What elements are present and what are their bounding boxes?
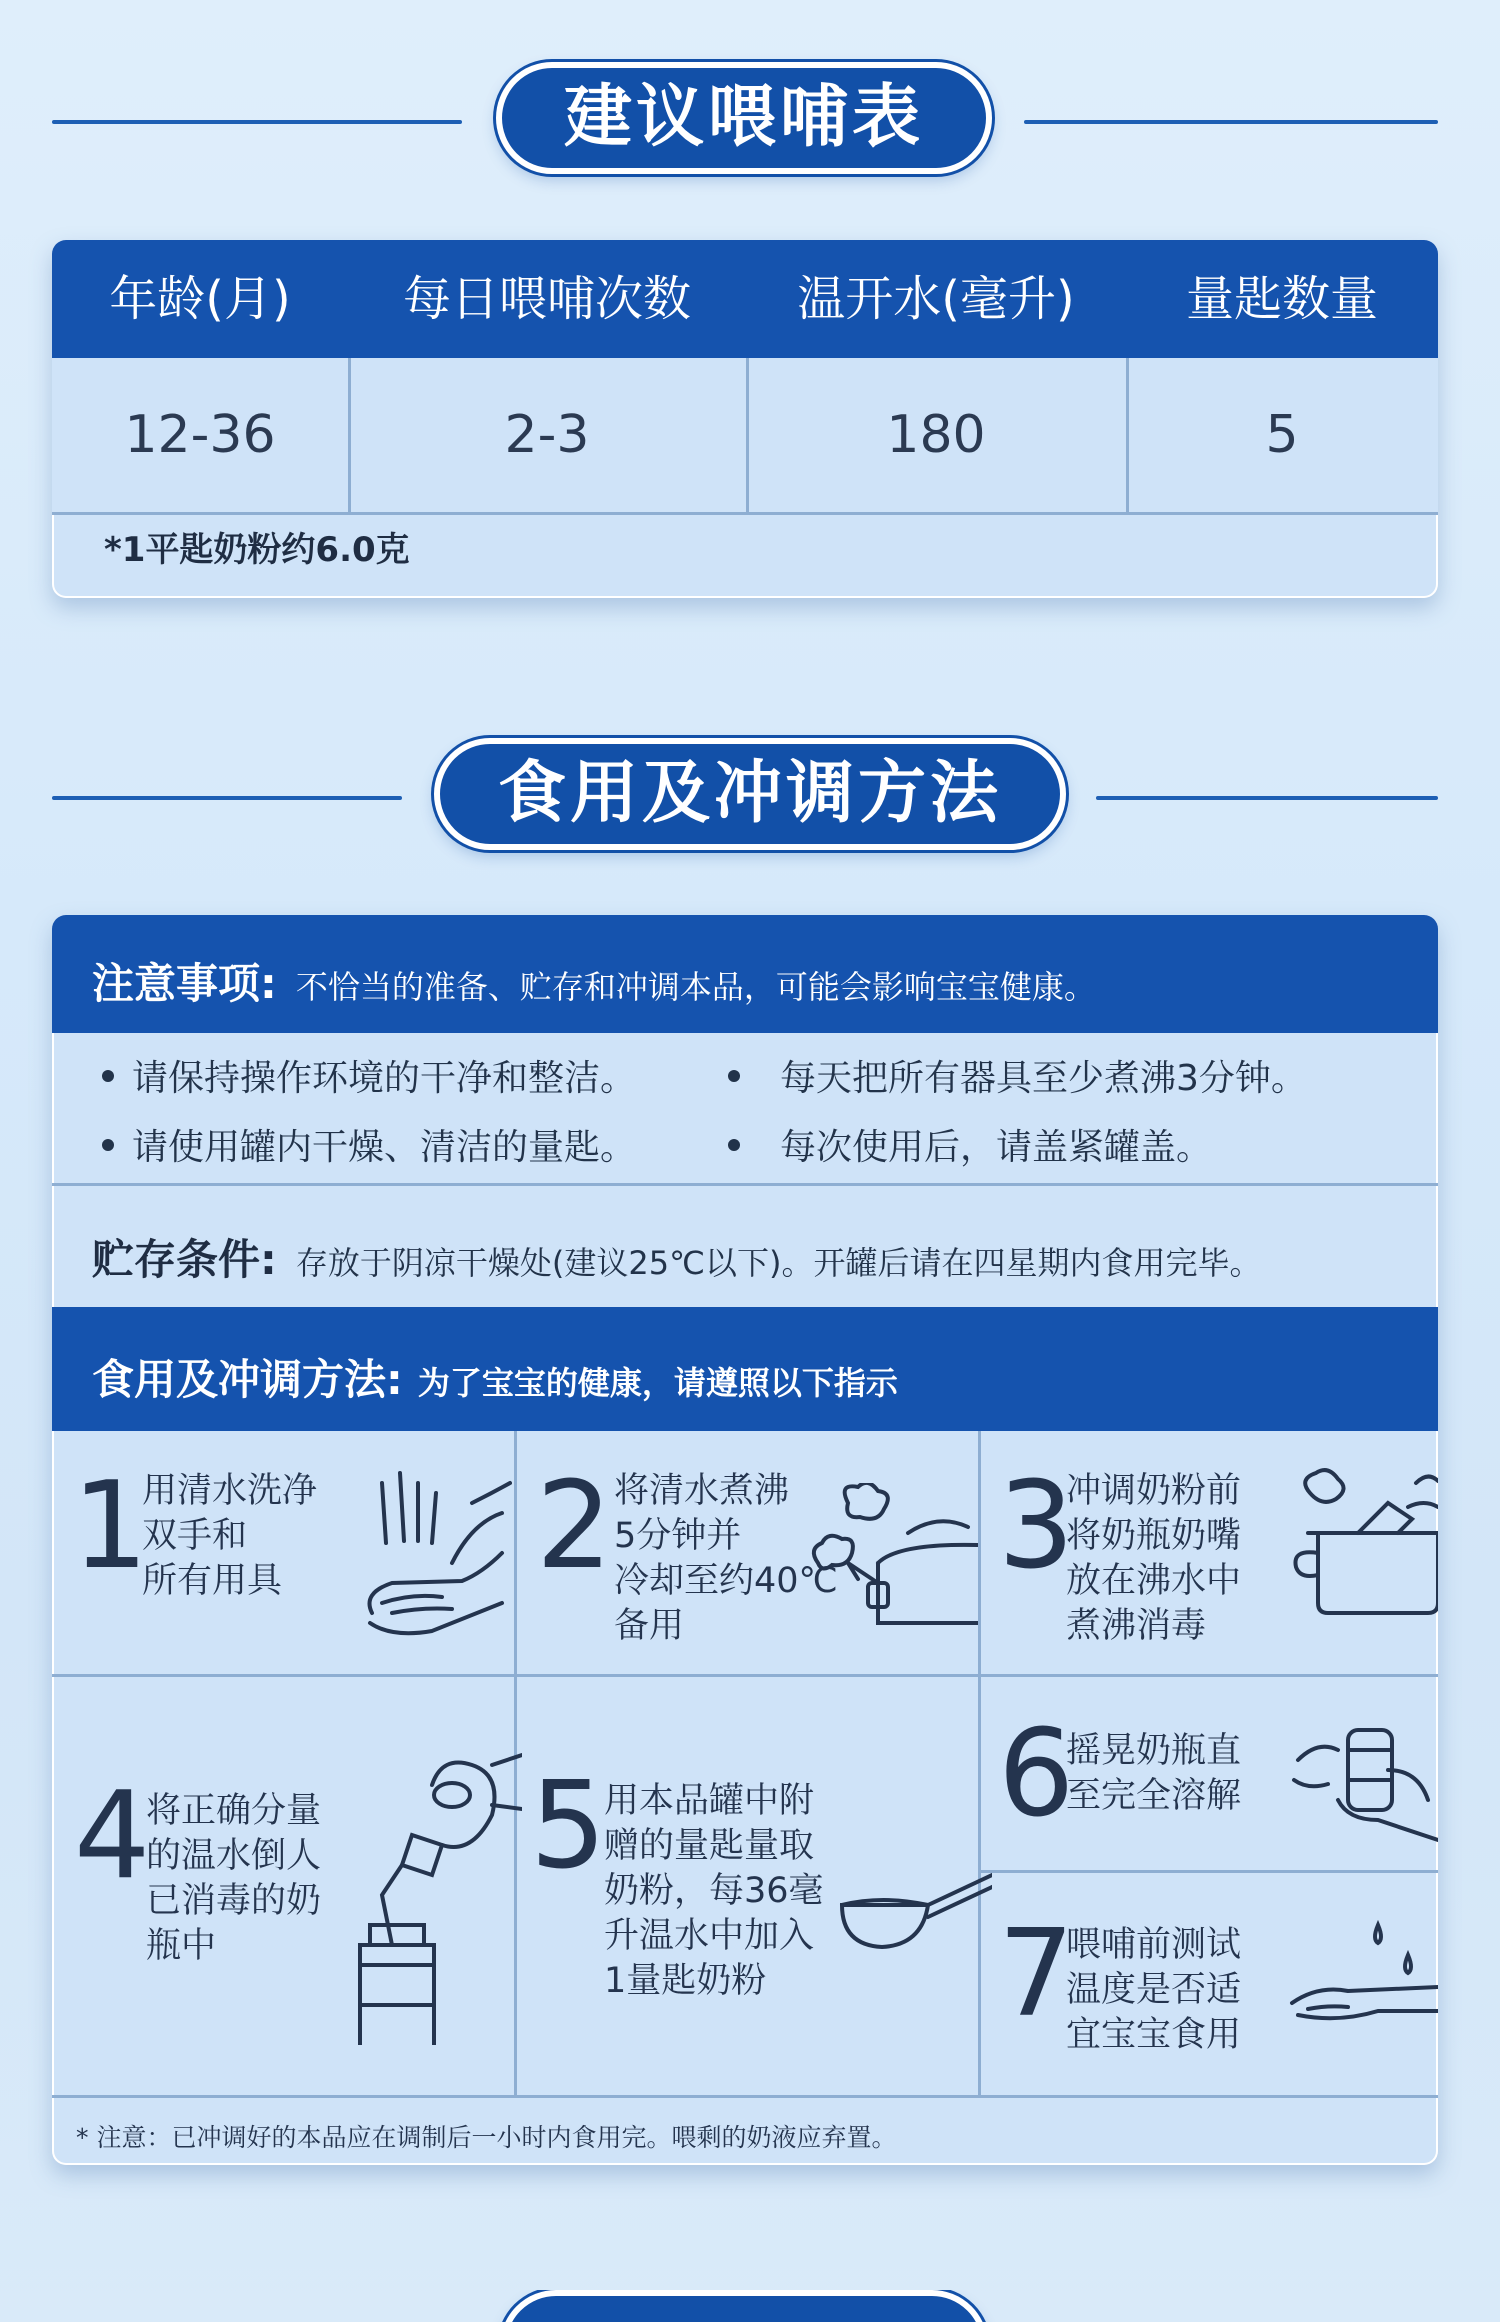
header-scoops: 量匙数量 (1185, 271, 1378, 327)
grid-line (52, 1674, 1438, 1677)
step-number: 6 (998, 1705, 1075, 1844)
method-text: 为了宝宝的健康，请遵照以下指示 (417, 1364, 898, 1402)
section-title-feeding (0, 62, 1500, 182)
caution-bullet (728, 1119, 1212, 1170)
step-number: 7 (998, 1905, 1075, 2044)
table-row (52, 358, 1438, 515)
cell-water: 180 (886, 405, 986, 465)
scoop-note: *1平匙奶粉约6.0克 (104, 530, 410, 570)
caution-bullet (102, 1050, 636, 1101)
cell-times: 2-3 (504, 405, 590, 465)
grid-line (978, 1870, 1438, 1873)
step-text: 用本品罐中附 赠的量匙量取 奶粉，每36毫 升温水中加入 1量匙奶粉 (604, 1781, 824, 2001)
method-card (52, 915, 1438, 2165)
cell-age: 12-36 (124, 405, 276, 465)
caution-bullet (102, 1119, 636, 1170)
method-label: 食用及冲调方法: (92, 1355, 403, 1404)
method-band (52, 1307, 1438, 1431)
caution-band (52, 915, 1438, 1033)
title-line-left (52, 120, 462, 124)
next-section-title (0, 2290, 1500, 2322)
step-text: 喂哺前测试 温度是否适 宜宝宝食用 (1066, 1925, 1242, 2055)
step-text: 摇晃奶瓶直 至完全溶解 (1066, 1731, 1242, 1816)
caution-label: 注意事项: (92, 959, 277, 1008)
section-title-method (0, 738, 1500, 858)
caution-bullet (728, 1050, 1307, 1101)
next-title-pill (500, 2290, 988, 2322)
shake-bottle-icon (1288, 1720, 1438, 1850)
step-text: 将清水煮沸 5分钟并 冷却至约40℃ 备用 (614, 1471, 838, 1646)
table-divider (746, 358, 749, 512)
bullet-text: 请使用罐内干燥、清洁的量匙。 (132, 1127, 637, 1168)
pot-icon (1288, 1463, 1438, 1633)
bullet-dot (728, 1139, 740, 1151)
grid-line (978, 1431, 981, 2095)
step-number: 5 (530, 1757, 607, 1896)
title-line-left (52, 796, 402, 800)
divider (52, 1183, 1438, 1186)
step-text: 用清水洗净 双手和 所有用具 (142, 1471, 318, 1601)
pour-bottle-icon (342, 1745, 522, 2045)
storage-text: 存放于阴凉干燥处(建议25℃以下)。开罐后请在四星期内食用完毕。 (295, 1244, 1262, 1282)
header-water: 温开水(毫升) (797, 271, 1075, 327)
step-number: 1 (72, 1457, 149, 1596)
table-divider (1126, 358, 1129, 512)
feeding-table-card (52, 240, 1438, 598)
bullet-dot (102, 1139, 114, 1151)
method-title-text: 食用及冲调方法 (497, 754, 1002, 833)
method-title-pill (434, 738, 1066, 850)
bullet-dot (102, 1070, 114, 1082)
title-line-right (1024, 120, 1438, 124)
step-text: 冲调奶粉前 将奶瓶奶嘴 放在沸水中 煮沸消毒 (1066, 1471, 1242, 1646)
header-times: 每日喂哺次数 (402, 271, 691, 327)
feeding-title-pill (496, 62, 992, 174)
scoop-icon (832, 1835, 992, 1975)
step-number: 2 (536, 1457, 613, 1596)
bullet-text: 请保持操作环境的干净和整洁。 (132, 1058, 637, 1099)
feeding-title-text: 建议喂哺表 (563, 78, 924, 157)
storage-row (92, 1227, 1262, 1287)
kettle-icon (808, 1483, 978, 1643)
cell-scoops: 5 (1265, 405, 1299, 465)
header-age: 年龄(月) (109, 271, 291, 327)
bullet-text: 每天把所有器具至少煮沸3分钟。 (780, 1058, 1307, 1099)
table-divider (348, 358, 351, 512)
wrist-drop-icon (1288, 1915, 1438, 2035)
bullet-dot (728, 1070, 740, 1082)
grid-line (52, 2095, 1438, 2098)
step-number: 3 (998, 1457, 1075, 1596)
feeding-table-header (52, 240, 1438, 358)
storage-label: 贮存条件: (92, 1235, 277, 1284)
step-text: 将正确分量 的温水倒人 已消毒的奶 瓶中 (146, 1791, 322, 1966)
title-line-right (1096, 796, 1438, 800)
step-number: 4 (74, 1767, 151, 1906)
hand-wash-icon (352, 1463, 512, 1643)
caution-text: 不恰当的准备、贮存和冲调本品，可能会影响宝宝健康。 (295, 968, 1096, 1006)
method-footnote: * 注意：已冲调好的本品应在调制后一小时内食用完。喂剩的奶液应弃置。 (76, 2123, 897, 2152)
bullet-text: 每次使用后，请盖紧罐盖。 (780, 1127, 1213, 1168)
